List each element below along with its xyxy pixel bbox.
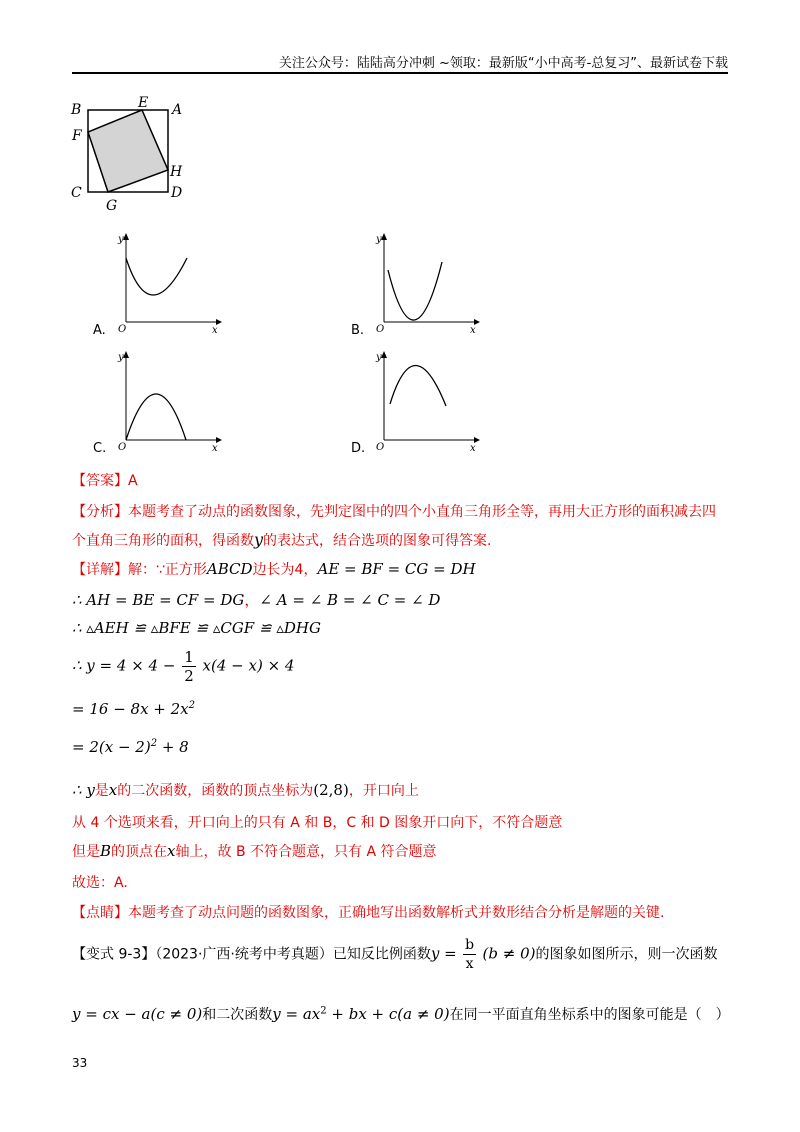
label-B: B	[71, 102, 82, 118]
svg-text:O: O	[376, 442, 385, 453]
svg-text:O: O	[118, 442, 127, 453]
label-H: H	[170, 164, 183, 180]
detail-line-4: ∴ y = 4 × 4 − $\frac{1}{2}$ x(4 − x) × 4	[72, 648, 295, 685]
detail-line-5: = $16 - 8x + 2x^2$	[72, 700, 196, 718]
detail-line-1: 【详解】解：∵正方形ABCD边长为4，AE = BF = CG = DH	[72, 560, 476, 578]
option-c-label: C.	[93, 441, 107, 456]
analysis-line-2: 个直角三角形的面积，得函数y的表达式，结合选项的图象可得答案.	[72, 530, 492, 549]
detail-line-10: 故选：A.	[72, 875, 128, 891]
svg-text:x: x	[470, 325, 476, 336]
header-rule	[72, 72, 728, 74]
square-figure	[68, 96, 192, 214]
option-a-graph	[112, 228, 222, 336]
label-G: G	[106, 198, 118, 214]
svg-text:x: x	[212, 443, 218, 454]
answer-line: 【答案】A	[72, 473, 138, 489]
detail-line-3: ∴ ▵AEH ≌ ▵BFE ≌ ▵CGF ≌ ▵DHG	[72, 619, 321, 637]
option-b-label: B.	[351, 323, 365, 338]
svg-text:y: y	[376, 234, 382, 245]
detail-line-6: = $2(x - 2)^2 + 8$	[72, 738, 189, 756]
variant-line-2: y = cx − a(c ≠ 0)和二次函数$y = ax^2$ + bx + c(a ≠ 0)在同一平面直角坐标系中的图象可能是（ ）	[72, 1005, 730, 1023]
svg-text:y: y	[118, 352, 124, 363]
svg-text:x: x	[212, 325, 218, 336]
detail-line-8: 从 4 个选项来看，开口向上的只有 A 和 B，C 和 D 图象开口向下，不符合题意	[72, 815, 563, 831]
label-C: C	[71, 185, 82, 201]
comment-line: 【点睛】本题考查了动点问题的函数图象，正确地写出函数解析式并数形结合分析是解题的关键.	[72, 905, 665, 921]
detail-line-7: ∴ y是x的二次函数，函数的顶点坐标为(2,8)，开口向上	[72, 781, 419, 799]
option-d-graph	[370, 346, 480, 454]
analysis-line-1: 【分析】本题考查了动点的函数图象，先判定图中的四个小直角三角形全等，再用大正方形的面积减去四	[72, 504, 716, 520]
detail-line-2: ∴ AH = BE = CF = DG，∠ A = ∠ B = ∠ C = ∠ D	[72, 591, 441, 609]
svg-text:y: y	[376, 352, 382, 363]
option-a-label: A.	[93, 323, 106, 338]
svg-text:y: y	[118, 234, 124, 245]
svg-text:O: O	[118, 324, 127, 335]
svg-text:O: O	[376, 324, 385, 335]
svg-text:x: x	[470, 443, 476, 454]
label-D: D	[171, 185, 183, 201]
label-F: F	[72, 128, 82, 144]
label-E: E	[138, 96, 149, 111]
option-d-label: D.	[351, 441, 366, 456]
variant-line-1: 【变式 9-3】（2023·广西·统考中考真题）已知反比例函数y = $\frac{b}{x}$ (b ≠ 0)的图象如图所示，则一次函数	[72, 937, 718, 972]
label-A: A	[172, 102, 183, 118]
option-c-graph	[112, 346, 222, 454]
page-number: 33	[72, 1056, 88, 1070]
detail-line-9: 但是B的顶点在x轴上，故 B 不符合题意，只有 A 符合题意	[72, 842, 437, 860]
page-header: 关注公众号：陆陆高分冲刺 ~领取：最新版“小中高考-总复习”、最新试卷下载	[278, 56, 728, 71]
option-b-graph	[370, 228, 480, 336]
